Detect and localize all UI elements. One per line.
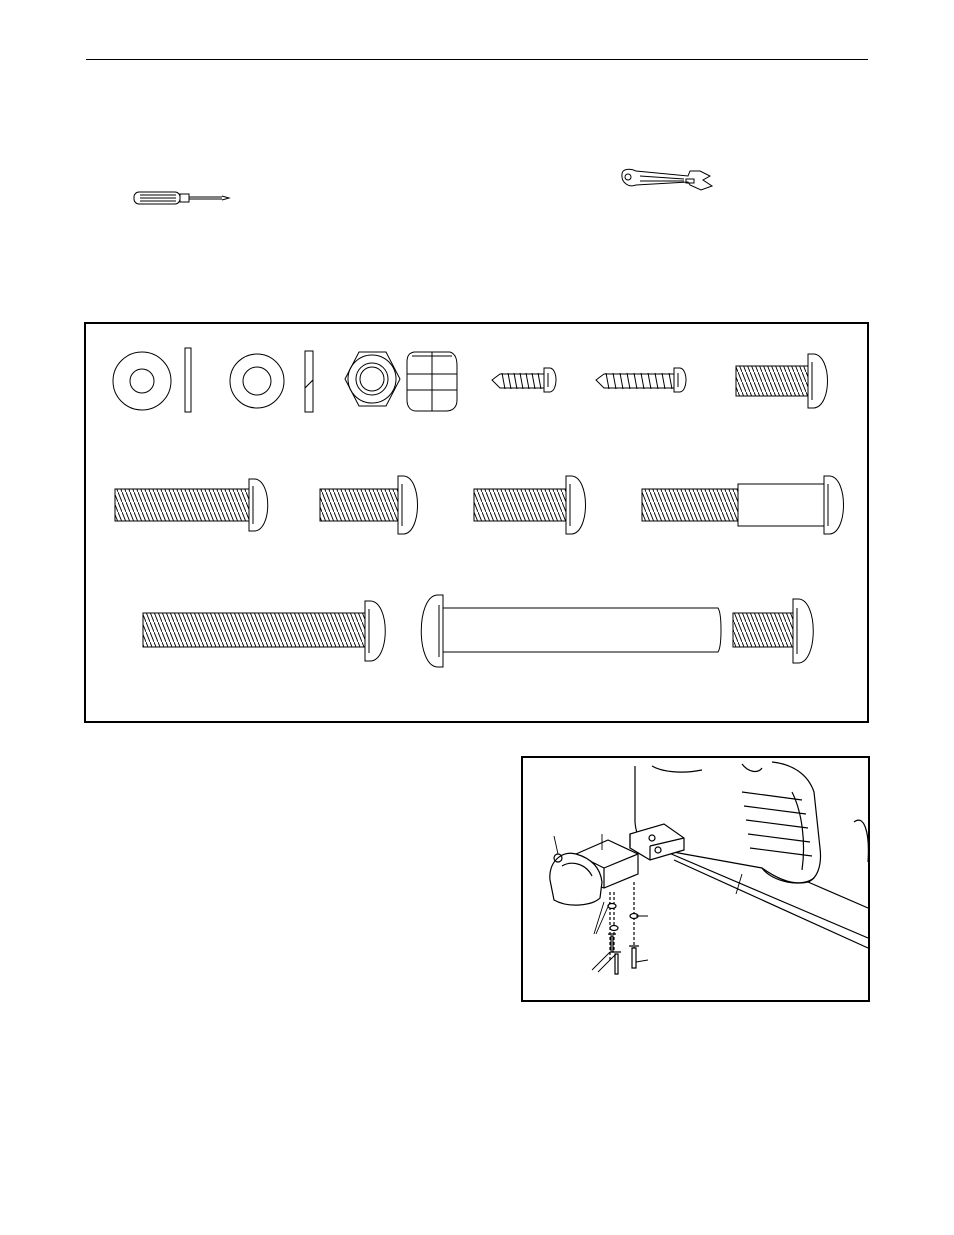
hex-nut-icon xyxy=(345,352,400,406)
axle-bolt-icon xyxy=(421,595,721,667)
extra-long-button-bolt-icon xyxy=(143,601,385,661)
short-button-bolt-icon xyxy=(733,599,813,663)
long-self-tapping-screw-icon xyxy=(596,368,686,392)
hardware-identification-chart xyxy=(84,322,869,723)
stabilizer-assembly-illustration xyxy=(523,758,870,1002)
nylon-locknut-icon xyxy=(407,352,457,411)
adjustable-wrench-icon xyxy=(622,169,712,190)
tools-svg xyxy=(0,0,954,320)
hardware-svg xyxy=(86,324,871,725)
split-lock-washer-icon xyxy=(230,351,313,412)
medium-button-bolt-icon xyxy=(320,476,418,534)
short-button-bolt-icon xyxy=(736,354,828,408)
long-button-bolt-icon xyxy=(115,479,268,531)
medium-button-bolt-icon xyxy=(474,476,586,534)
short-self-tapping-screw-icon xyxy=(492,368,556,392)
screwdriver-icon xyxy=(134,192,229,204)
flat-washer-icon xyxy=(113,348,191,412)
frame-housing xyxy=(635,762,821,883)
tools-area xyxy=(0,0,954,320)
shoulder-bolt-icon xyxy=(642,476,844,534)
assembly-figure xyxy=(521,756,870,1002)
